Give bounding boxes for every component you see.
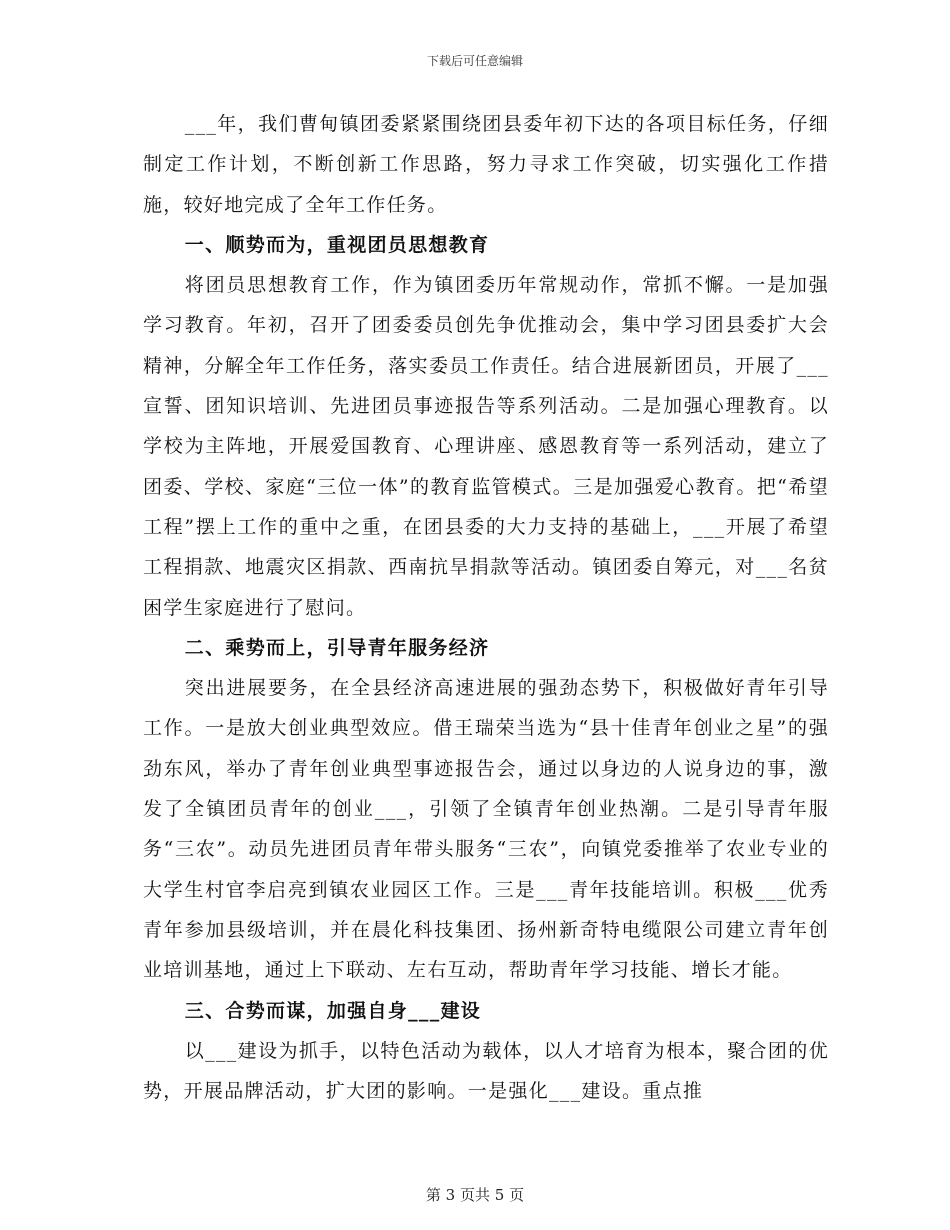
section-3-paragraph: 以___建设为抓手，以特色活动为载体，以人才培育为根本，聚合团的优势，开展品牌活动，扩大团的影响。一是强化___建设。重点推 — [143, 1039, 829, 1103]
document-body — [143, 104, 829, 1111]
section-2-paragraph: 突出进展要务，在全县经济高速进展的强劲态势下，积极做好青年引导工作。一是放大创业典型效应。借王瑞荣当选为“县十佳青年创业之星”的强劲东风，举办了青年创业典型事迹报告会，通过以身边的人说身边的事，激发了全镇团员青年的创业___，引领了全镇青年创业热潮。二是引导青年服务“三农”。动员先进团员青年带头服务“三农”，向镇党委推举了农业专业的大学生村官李启亮到镇农业园区工作。三是___青年技能培训。积极___优秀青年参加县级培训，并在晨化科技集团、扬州新奇特电缆限公司建立青年创业培训基地，通过上下联动、左右互动，帮助青年学习技能、增长才能。 — [143, 677, 829, 982]
intro-paragraph: ___年，我们曹甸镇团委紧紧围绕团县委年初下达的各项目标任务，仔细制定工作计划，不断创新工作思路，努力寻求工作突破，切实强化工作措施，较好地完成了全年工作任务。 — [143, 113, 829, 216]
section-3-heading: 三、合势而谋，加强自身___建设 — [184, 999, 482, 1022]
section-1-paragraph: 将团员思想教育工作，作为镇团委历年常规动作，常抓不懈。一是加强学习教育。年初，召开了团委委员创先争优推动会，集中学习团县委扩大会精神，分解全年工作任务，落实委员工作责任。结合进展新团员，开展了___宣誓、团知识培训、先进团员事迹报告等系列活动。二是加强心理教育。以学校为主阵地，开展爱国教育、心理讲座、感恩教育等一系列活动，建立了团委、学校、家庭“三位一体”的教育监管模式。三是加强爱心教育。把“希望工程”摆上工作的重中之重，在团县委的大力支持的基础上，___开展了希望工程捐款、地震灾区捐款、西南抗旱捐款等活动。镇团委自筹元，对___名贫困学生家庭进行了慰问。 — [143, 274, 829, 619]
page-header: 下载后可任意编辑 — [426, 54, 523, 68]
page-footer: 第 3 页共 5 页 — [425, 1186, 525, 1204]
section-2-heading: 二、乘势而上，引导青年服务经济 — [184, 636, 490, 659]
section-1-heading: 一、顺势而为，重视团员思想教育 — [184, 233, 490, 256]
